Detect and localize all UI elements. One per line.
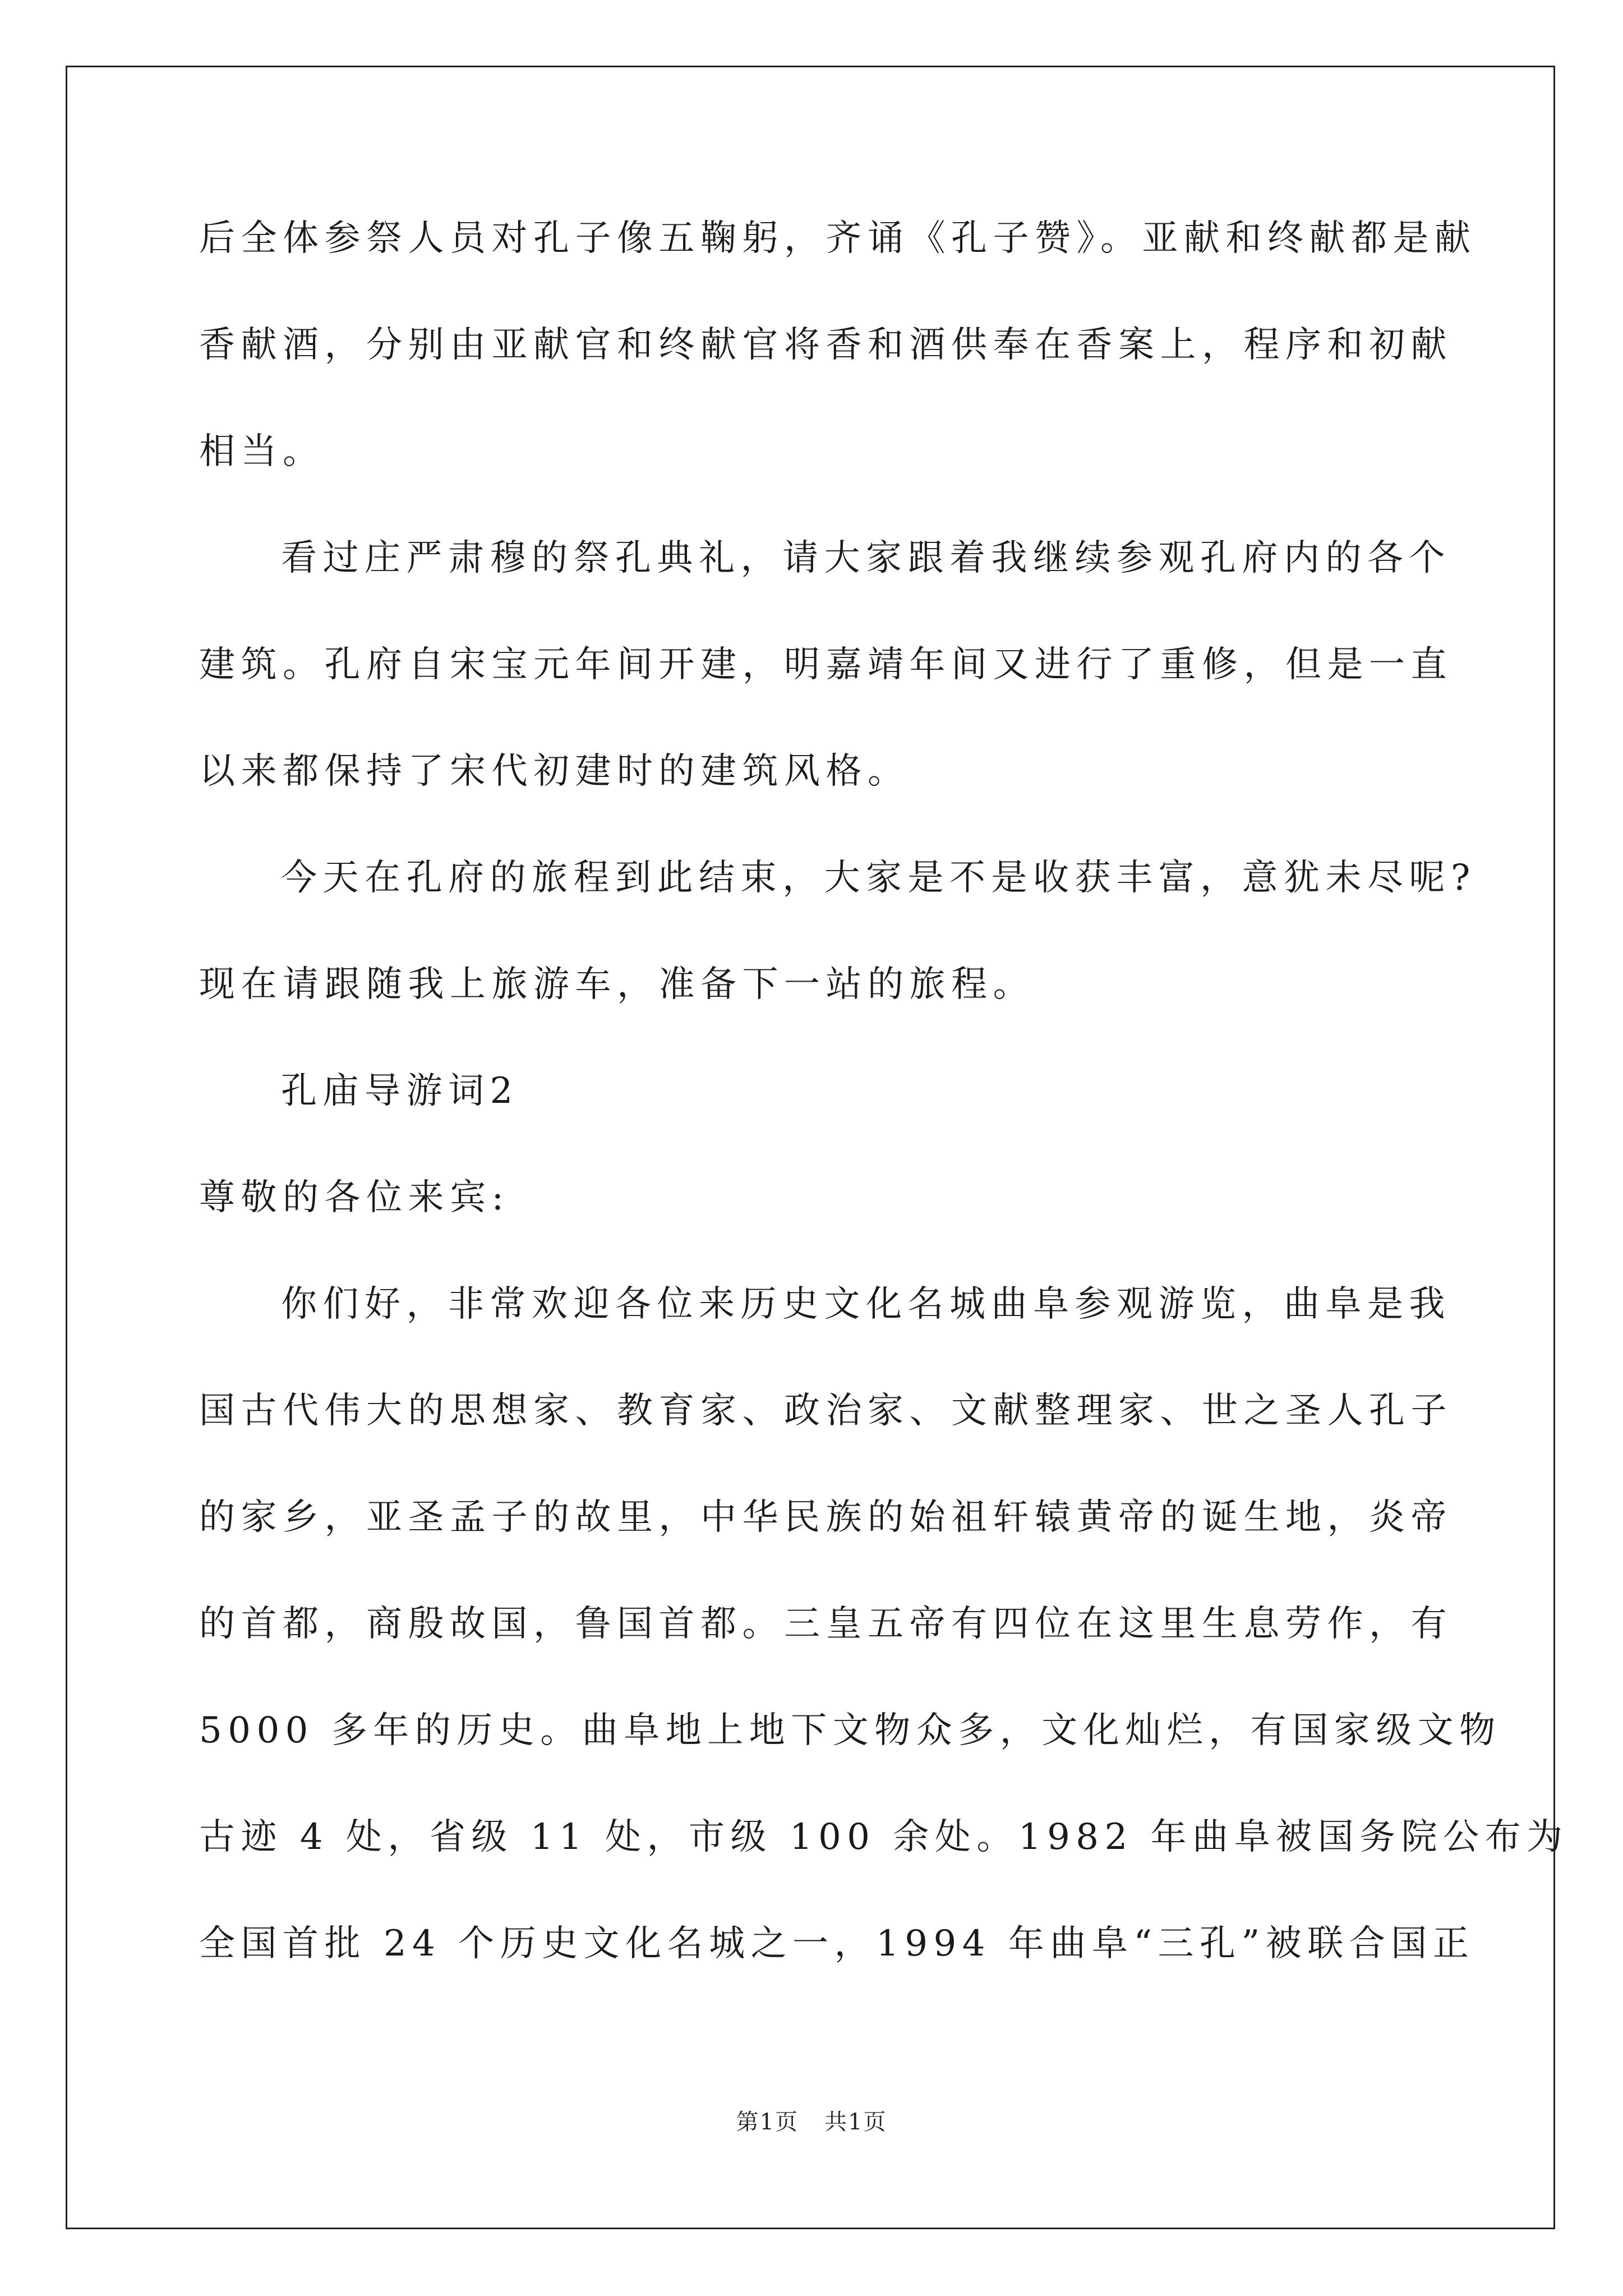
paragraph-first-line: 你们好，非常欢迎各位来历史文化名城曲阜参观游览，曲阜是我 [281,1283,1451,1325]
text-line: 相当。 [199,431,325,472]
text-line: 5000 多年的历史。曲阜地上地下文物众多，文化灿烂，有国家级文物 [199,1710,1501,1751]
salutation: 尊敬的各位来宾: [199,1177,510,1218]
text-line: 以来都保持了宋代初建时的建筑风格。 [199,751,910,792]
page-number: 第1页 [736,2109,799,2135]
text-line: 现在请跟随我上旅游车，准备下一站的旅程。 [199,964,1035,1005]
page-border [66,66,1555,2229]
text-line: 的首都，商殷故国，鲁国首都。三皇五帝有四位在这里生息劳作，有 [199,1603,1453,1645]
section-title: 孔庙导游词2 [281,1070,519,1112]
text-line: 的家乡，亚圣孟子的故里，中华民族的始祖轩辕黄帝的诞生地，炎帝 [199,1497,1453,1538]
text-line: 古迹 4 处，省级 11 处，市级 100 余处。1982 年曲阜被国务院公布为 [199,1816,1569,1858]
page-footer [0,2108,1623,2136]
paragraph-first-line: 今天在孔府的旅程到此结束，大家是不是收获丰富，意犹未尽呢? [281,857,1476,899]
text-line: 建筑。孔府自宋宝元年间开建，明嘉靖年间又进行了重修，但是一直 [199,644,1453,685]
text-line: 全国首批 24 个历史文化名城之一，1994 年曲阜“三孔”被联合国正 [199,1923,1475,1964]
paragraph-first-line: 看过庄严肃穆的祭孔典礼，请大家跟着我继续参观孔府内的各个 [281,537,1451,579]
text-line: 香献酒，分别由亚献官和终献官将香和酒供奉在香案上，程序和初献 [199,324,1453,366]
text-line: 后全体参祭人员对孔子像五鞠躬，齐诵《孔子赞》。亚献和终献都是献 [199,218,1477,259]
page-total: 共1页 [824,2109,887,2135]
text-line: 国古代伟大的思想家、教育家、政治家、文献整理家、世之圣人孔子 [199,1390,1453,1432]
